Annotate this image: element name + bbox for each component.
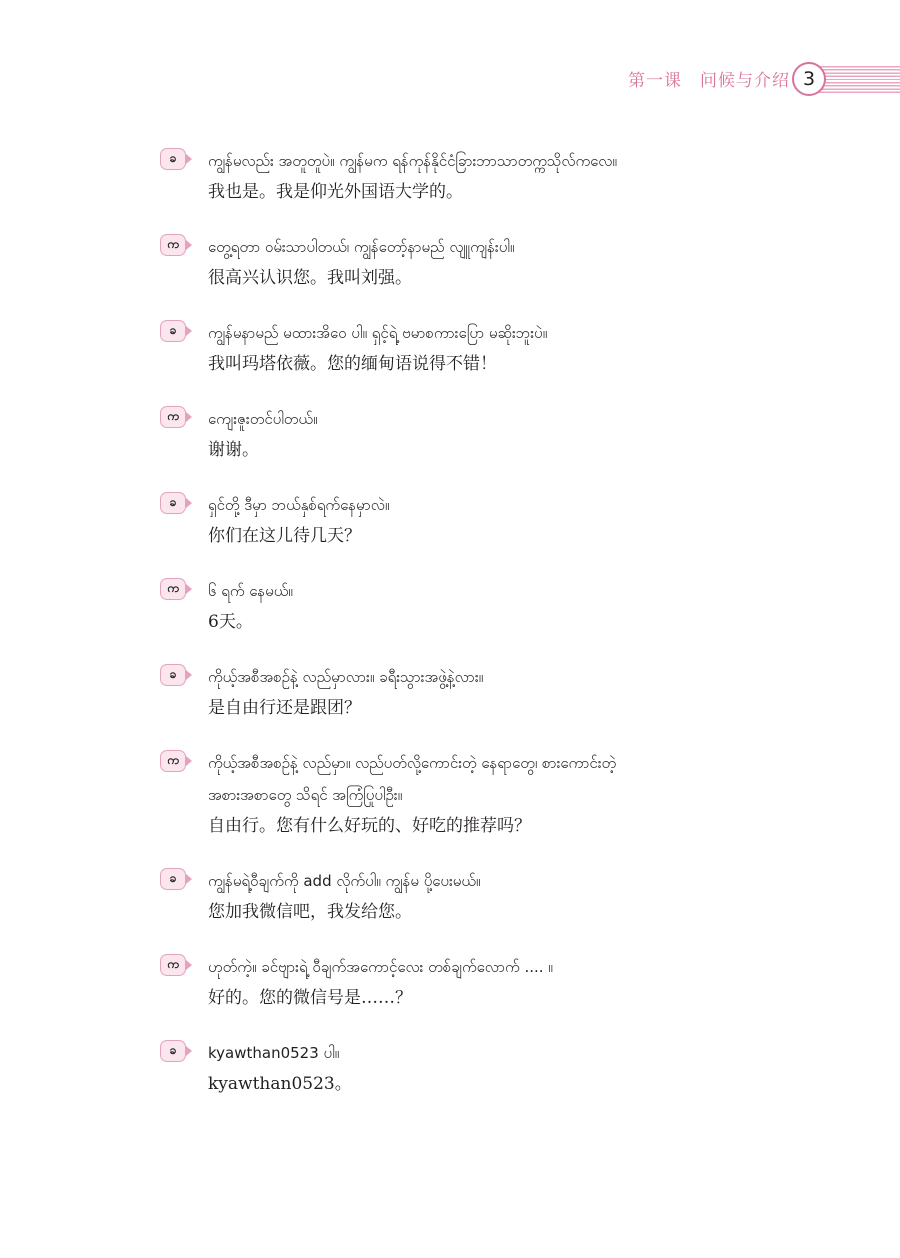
burmese-line: ကျွန်မလည်း အတူတူပဲ။ ကျွန်မက ရန်ကုန်နိုင်ငံခြားဘာသာတက္ကသိုလ်ကလေ။ xyxy=(208,152,617,170)
chinese-translation: 您加我微信吧，我发给您。 xyxy=(208,902,412,922)
speaker-badge: ခ xyxy=(160,664,186,686)
speaker-badge: ခ xyxy=(160,868,186,890)
chinese-translation: 我也是。我是仰光外国语大学的。 xyxy=(208,182,463,202)
dialogue-turn xyxy=(160,1037,820,1099)
chinese-translation: 我叫玛塔依薇。您的缅甸语说得不错！ xyxy=(208,354,497,374)
chinese-translation: 很高兴认识您。我叫刘强。 xyxy=(208,268,412,288)
dialogue-turn xyxy=(160,489,820,551)
dialogue-turn xyxy=(160,145,820,207)
chinese-translation: 你们在这儿待几天？ xyxy=(208,526,361,546)
burmese-line: တွေ့ရတာ ဝမ်းသာပါတယ်၊ ကျွန်တော့်နာမည် လျူကျန်းပါ။ xyxy=(208,238,515,256)
burmese-line: ကျွန်မရဲ့ဝီချက်ကို add လိုက်ပါ။ ကျွန်မ ပို့ပေးမယ်။ xyxy=(208,872,481,890)
burmese-line: ၆ ရက် နေမယ်။ xyxy=(208,582,293,600)
speaker-badge: ခ xyxy=(160,148,186,170)
speaker-badge: က xyxy=(160,750,186,772)
burmese-line: ဟုတ်ကဲ့။ ခင်ဗျားရဲ့ ဝီချက်အကောင့်လေး တစ်ချက်လောက် .... ။ xyxy=(208,958,553,976)
page-header xyxy=(0,62,900,98)
chinese-translation: 好的。您的微信号是……？ xyxy=(208,988,412,1008)
dialogue-turn xyxy=(160,403,820,465)
dialogue-turn xyxy=(160,231,820,293)
burmese-line: ကိုယ့်အစီအစဉ်နဲ့ လည်မှာ။ လည်ပတ်လို့ကောင်းတဲ့ နေရာတွေ၊ စားကောင်းတဲ့ xyxy=(208,754,617,772)
chinese-translation: 6天。 xyxy=(208,612,253,632)
dialogue-turn xyxy=(160,747,820,841)
speaker-badge: က xyxy=(160,234,186,256)
burmese-line: ရှင်တို့ ဒီမှာ ဘယ်နှစ်ရက်နေမှာလဲ။ xyxy=(208,496,390,514)
chinese-translation: 谢谢。 xyxy=(208,440,259,460)
page-number: 3 xyxy=(792,62,826,96)
dialogue xyxy=(160,145,820,1123)
burmese-line: kyawthan0523 ပါ။ xyxy=(208,1044,340,1062)
burmese-line: ကိုယ့်အစီအစဉ်နဲ့ လည်မှာလား။ ခရီးသွားအဖွဲ့နဲ့လား။ xyxy=(208,668,484,686)
dialogue-turn xyxy=(160,951,820,1013)
dialogue-turn xyxy=(160,661,820,723)
speaker-badge: ခ xyxy=(160,1040,186,1062)
dialogue-turn xyxy=(160,865,820,927)
speaker-badge: က xyxy=(160,406,186,428)
speaker-badge: က xyxy=(160,578,186,600)
burmese-line: အစားအစာတွေ သိရင် အကြံပြုပါဦး။ xyxy=(208,786,403,804)
dialogue-turn xyxy=(160,575,820,637)
chinese-translation: kyawthan0523。 xyxy=(208,1074,352,1094)
speaker-badge: က xyxy=(160,954,186,976)
burmese-line: ကျွန်မနာမည် မထားအိဝေ ပါ။ ရှင့်ရဲ့ ဗမာစကားပြော မဆိုးဘူးပဲ။ xyxy=(208,324,548,342)
burmese-line: ကျေးဇူးတင်ပါတယ်။ xyxy=(208,410,318,428)
dialogue-turn xyxy=(160,317,820,379)
chinese-translation: 是自由行还是跟团？ xyxy=(208,698,361,718)
lesson-title: 第一课 问候与介绍 xyxy=(628,71,790,91)
speaker-badge: ခ xyxy=(160,320,186,342)
speaker-badge: ခ xyxy=(160,492,186,514)
chinese-translation: 自由行。您有什么好玩的、好吃的推荐吗？ xyxy=(208,816,531,836)
